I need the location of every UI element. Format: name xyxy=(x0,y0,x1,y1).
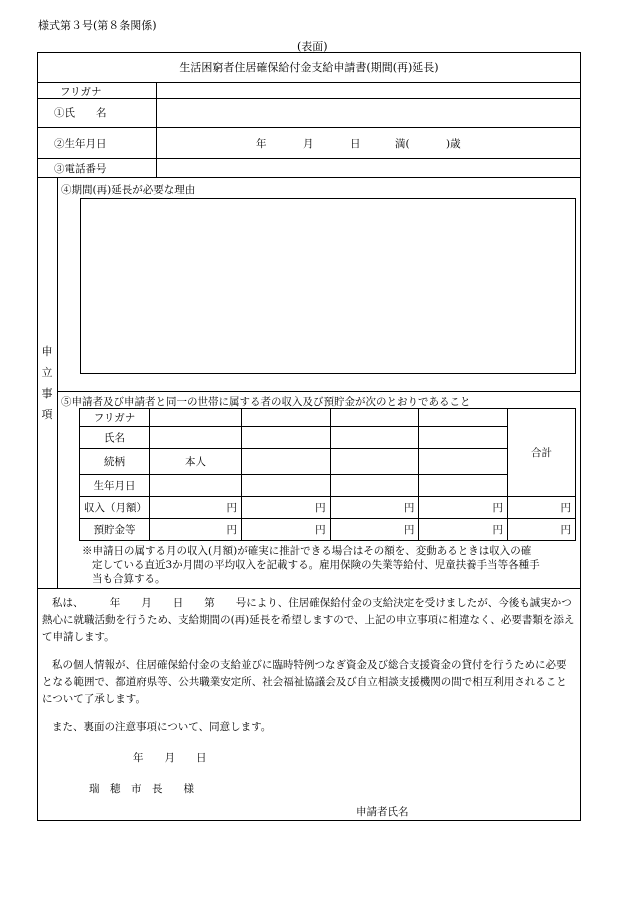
cell[interactable] xyxy=(330,475,419,497)
cell[interactable] xyxy=(419,449,508,475)
statement-para-3: また、裏面の注意事項について、同意します。 xyxy=(52,721,272,733)
cell[interactable] xyxy=(419,409,508,427)
name-label: ①氏 名 xyxy=(54,107,107,119)
row-label-birthdate: 生年月日 xyxy=(80,475,150,497)
side-label-char-4: 項 xyxy=(41,408,53,421)
applicant-name-label: 申請者氏名 xyxy=(356,806,409,818)
cell[interactable] xyxy=(242,427,331,449)
table-row xyxy=(80,449,576,475)
statement-para-2: 私の個人情報が、住居確保給付金の支給並びに臨時特例つなぎ資金及び総合支援資金の貸付を行うために必要となる範囲で、都道府県等、公共職業安定所、社会福祉協議会及び自立相談支援機関の間で相互利用されることについて了承します。 xyxy=(42,659,567,705)
row-label-income: 収入（月額） xyxy=(80,497,150,519)
yen-unit: 円 xyxy=(150,497,242,519)
cell[interactable] xyxy=(150,475,242,497)
income-note xyxy=(82,544,576,586)
statement-para-1: 私は、 年 月 日 第 号により、住居確保給付金の支給決定を受けましたが、今後も誠実かつ熱心に就職活動を行うため、支給期間の(再)延長を希望しますので、上記の申立事項に相違なく、必要書類を添えて申請します。 xyxy=(42,597,575,643)
yen-unit: 円 xyxy=(508,519,576,541)
cell[interactable] xyxy=(150,427,242,449)
yen-unit: 円 xyxy=(150,519,242,541)
row-label-name: 氏名 xyxy=(80,427,150,449)
phone-label: ③電話番号 xyxy=(54,163,107,175)
addressee: 瑞 穂 市 長 様 xyxy=(89,783,194,795)
side-label-char-3: 事 xyxy=(41,387,53,400)
cell[interactable] xyxy=(419,427,508,449)
total-header: 合計 xyxy=(508,409,576,497)
furigana-label: フリガナ xyxy=(60,86,102,98)
cell[interactable] xyxy=(330,449,419,475)
table-row xyxy=(80,427,576,449)
note-line: 定している直近3か月間の平均収入を記載する。雇用保険の失業等給付、児童扶養手当等各種手 xyxy=(92,559,540,571)
relation-self: 本人 xyxy=(150,449,242,475)
cell[interactable] xyxy=(242,409,331,427)
yen-unit: 円 xyxy=(508,497,576,519)
cell[interactable] xyxy=(330,427,419,449)
age-suffix: )歳 xyxy=(446,138,461,150)
birthdate-label: ②生年月日 xyxy=(54,138,107,150)
yen-unit: 円 xyxy=(330,519,419,541)
table-row xyxy=(80,497,576,519)
row-label-savings: 預貯金等 xyxy=(80,519,150,541)
yen-unit: 円 xyxy=(419,519,508,541)
birth-day-unit: 日 xyxy=(350,138,361,150)
age-prefix: 満( xyxy=(395,138,410,150)
note-line: ※申請日の属する月の収入(月額)が確実に推計できる場合はその額を、変動あるときは収入の確 xyxy=(82,545,532,557)
side-label: (表面) xyxy=(297,40,328,53)
row-label-relation: 続柄 xyxy=(80,449,150,475)
cell[interactable] xyxy=(150,409,242,427)
reason-textbox[interactable] xyxy=(80,198,576,374)
cell[interactable] xyxy=(242,449,331,475)
note-line: 当も合算する。 xyxy=(92,573,166,585)
birth-month-unit: 月 xyxy=(303,138,314,150)
table-row xyxy=(80,409,576,427)
reason-label: ④期間(再)延長が必要な理由 xyxy=(61,184,196,196)
table-row xyxy=(80,475,576,497)
form-title: 生活困窮者住居確保給付金支給申請書(期間(再)延長) xyxy=(179,61,439,74)
row-label-furigana: フリガナ xyxy=(80,409,150,427)
date-line: 年 月 日 xyxy=(133,752,207,764)
yen-unit: 円 xyxy=(242,519,331,541)
yen-unit: 円 xyxy=(242,497,331,519)
yen-unit: 円 xyxy=(330,497,419,519)
income-label: ⑤申請者及び申請者と同一の世帯に属する者の収入及び預貯金が次のとおりであること xyxy=(61,396,471,408)
yen-unit: 円 xyxy=(419,497,508,519)
form-number: 様式第３号(第８条関係) xyxy=(38,19,157,32)
side-label-char-2: 立 xyxy=(41,366,53,379)
birth-year-unit: 年 xyxy=(256,138,267,150)
income-table xyxy=(79,408,576,541)
cell[interactable] xyxy=(330,409,419,427)
cell[interactable] xyxy=(242,475,331,497)
table-row xyxy=(80,519,576,541)
side-label-char-1: 申 xyxy=(41,345,53,358)
cell[interactable] xyxy=(419,475,508,497)
